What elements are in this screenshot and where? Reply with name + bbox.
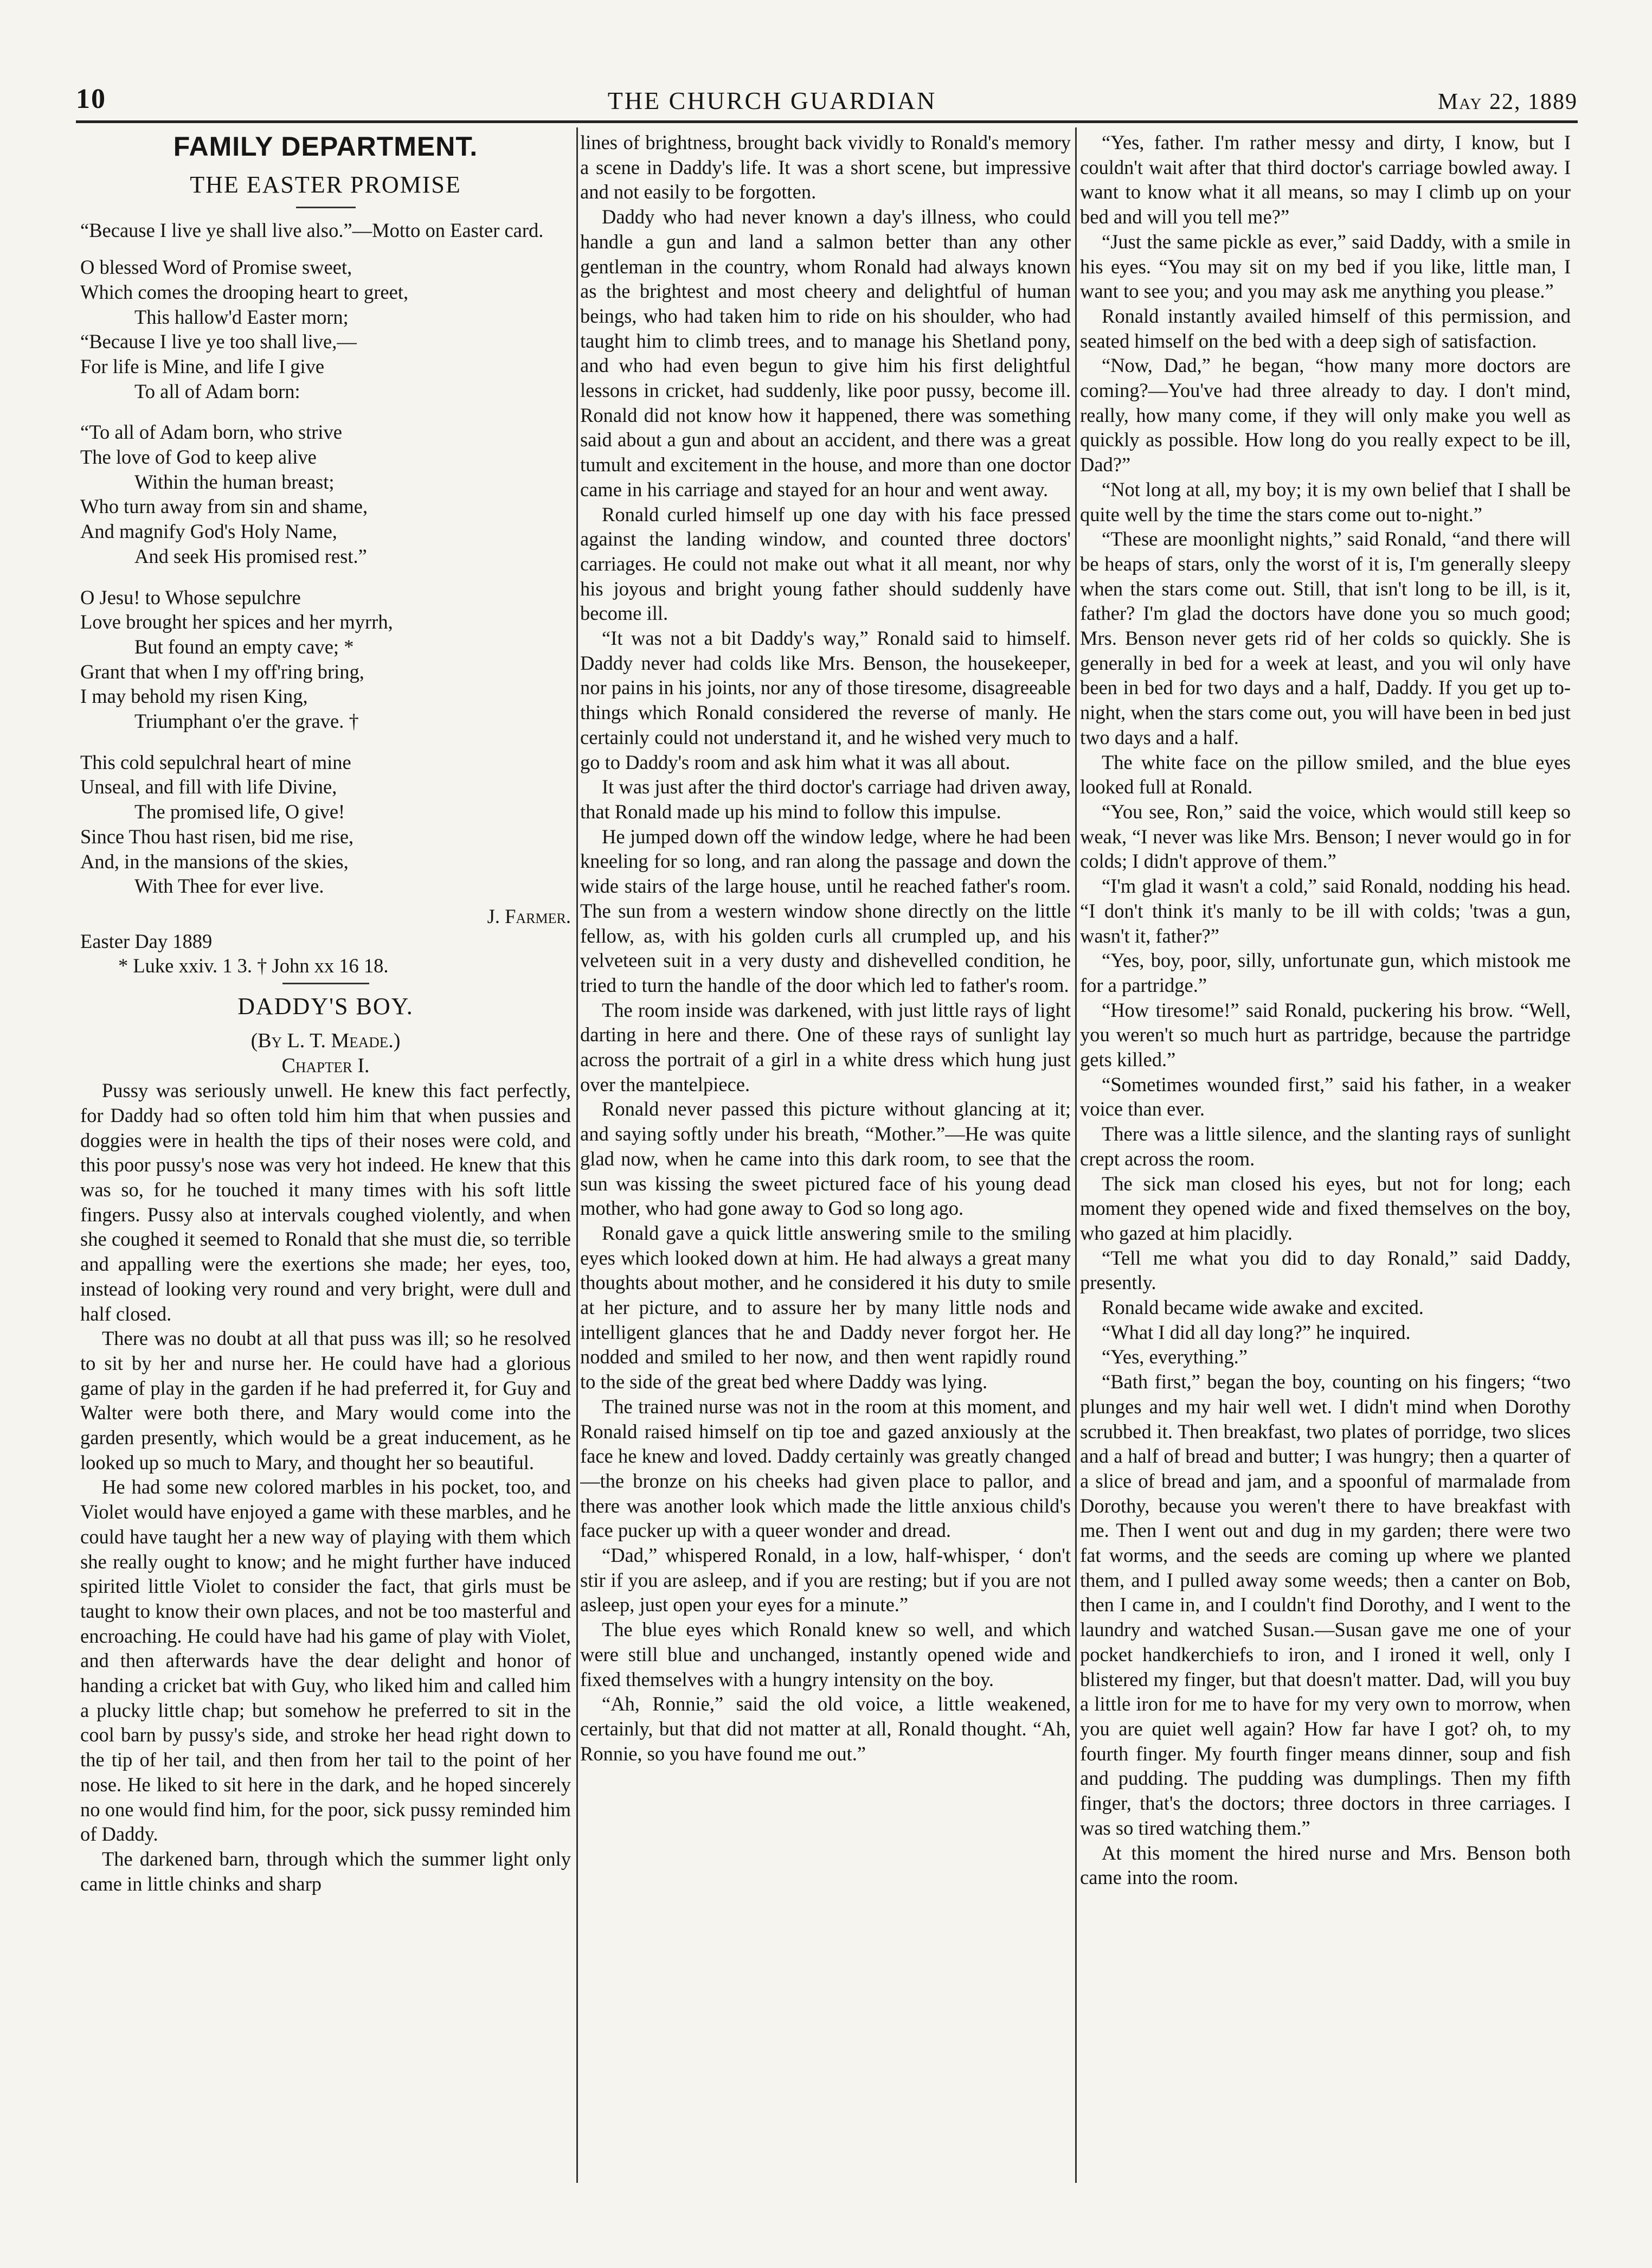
story-paragraph: The sick man closed his eyes, but not for long; each moment they opened wide and fixed themselves on the boy, who gazed at him placidly.: [1080, 1172, 1571, 1244]
poem-line: Which comes the drooping heart to greet,: [80, 280, 409, 303]
column-1: [80, 130, 571, 2207]
poem-dateline: Easter Day 1889: [80, 930, 213, 952]
story-paragraph: “I'm glad it wasn't a cold,” said Ronald, nodding his head. “I don't think it's manly to be ill with colds; 'twas a gun, wasn't it, father?”: [1080, 875, 1571, 947]
story-byline: (By L. T. Meade.): [250, 1029, 401, 1052]
story-paragraph: “Tell me what you did to day Ronald,” said Daddy, presently.: [1080, 1246, 1571, 1294]
story-paragraph: “Just the same pickle as ever,” said Daddy, with a smile in his eyes. “You may sit on my bed if you like, little man, I want to see you; and you may ask me anything you please.”: [1080, 230, 1571, 303]
story-paragraph: “What I did all day long?” he inquired.: [1102, 1321, 1411, 1343]
page-header: [76, 81, 1578, 115]
poem-line: The love of God to keep alive: [80, 446, 317, 469]
poem-line: Grant that when I my off'ring bring,: [80, 660, 364, 683]
story-paragraph: Pussy was seriously unwell. He knew this fact perfectly, for Daddy had so often told him him that when pussies and doggies were in health the tips of their noses were cold, and this poor pussy's nose was very hot indeed. He knew that this was so, for he touched it many times with his soft little fingers. Pussy also at intervals coughed violently, and when she coughed it seemed to Ronald that she must die, so terrible and appalling were the exertions she made; her eyes, too, instead of looking very round and very bright, were dull and half closed.: [80, 1079, 571, 1325]
masthead: THE CHURCH GUARDIAN: [607, 87, 937, 114]
poem-footnotes: * Luke xxiv. 1 3. † John xx 16 18.: [118, 954, 389, 977]
story-paragraph: “It was not a bit Daddy's way,” Ronald said to himself. Daddy never had colds like Mrs. Benson, the housekeeper, nor pains in his joints, nor any of those tiresome, disagreeable things which Ronald considered the reverse of manly. He certainly could not understand it, and he wished very much to go to Daddy's room and ask him what it was all about.: [580, 627, 1071, 773]
title-rule: [296, 207, 356, 208]
poem-motto: “Because I live ye shall live also.”—Motto on Easter card.: [80, 219, 544, 242]
poem-line: “Because I live ye too shall live,—: [80, 330, 357, 353]
poem-line: The promised life, O give!: [134, 800, 345, 823]
story-paragraph: “Now, Dad,” he began, “how many more doctors are coming?—You've had three already to day. I don't mind, really, how many come, if they will only make you well as quickly as possible. How long do you really expect to be ill, Dad?”: [1080, 354, 1571, 476]
poem-line: Triumphant o'er the grave. †: [134, 710, 359, 733]
page-number: 10: [76, 84, 106, 114]
poem-line: This hallow'd Easter morn;: [134, 305, 349, 328]
story-paragraph: It was just after the third doctor's carriage had driven away, that Ronald made up his mind to follow this impulse.: [580, 776, 1071, 823]
poem-line: This cold sepulchral heart of mine: [80, 751, 351, 773]
column-divider: [1075, 127, 1077, 2183]
story-paragraph: Ronald instantly availed himself of this permission, and seated himself on the bed with a deep sigh of satisfaction.: [1080, 304, 1571, 352]
poem-title: THE EASTER PROMISE: [190, 171, 461, 198]
story-paragraph: Ronald gave a quick little answering smile to the smiling eyes which looked down at him. He had always a great many thoughts about mother, and he considered it his duty to smile at her picture, and to assure her by many little nods and intelligent glances that he and Daddy never forgot her. He nodded and smiled to her now, and then went rapidly round to the side of the great bed where Daddy was lying.: [580, 1221, 1071, 1393]
story-paragraph: The white face on the pillow smiled, and the blue eyes looked full at Ronald.: [1080, 751, 1571, 798]
story-paragraph: He jumped down off the window ledge, where he had been kneeling for so long, and ran along the passage and down the wide stairs of the large house, until he reached father's room. The sun from a western window shone directly on the little fellow, as, with his golden curls all crumpled up, and his velveteen suit in a very dusty and dishevelled condition, he tried to turn the handle of the door which led to father's room.: [580, 825, 1071, 996]
story-paragraph: “Dad,” whispered Ronald, in a low, half-whisper, ‘ don't stir if you are asleep, and if you are resting; but if you are not asleep, just open your eyes for a minute.”: [580, 1544, 1071, 1616]
poem-stanza: [80, 420, 571, 568]
story-paragraph: “Yes, everything.”: [1102, 1346, 1248, 1368]
story-paragraph: “Bath first,” began the boy, counting on his fingers; “two plunges and my hair well wet. I didn't mind when Dorothy scrubbed it. Then breakfast, two plates of porridge, two slices and a half of bread and butter; I was hungry; then a quarter of a slice of bread and jam, and a spoonful of marmalade from Dorothy, because you weren't there to have breakfast with me. Then I went out and dug in my garden; there were two fat worms, and the seeds are coming up where we planted them, and I pulled away some weeds; then a canter on Bob, then I came in, and I couldn't find Dorothy, and I went to the laundry and watched Susan.—Susan gave me one of your pocket handkerchiefs to iron, and I ironed it well, only I blistered my finger, but that doesn't matter. Dad, will you buy a little iron for me to have for my very own to morrow, when you are quiet well again? How far have I got? oh, to my fourth finger. My fourth finger means dinner, soup and fish and pudding. The pudding was dumplings. Then my fifth finger, that's the doctors; three doctors in three carriages. I was so tired watching them.”: [1080, 1370, 1571, 1839]
poem-line: O Jesu! to Whose sepulchre: [80, 586, 301, 608]
story-paragraph: “Sometimes wounded first,” said his father, in a weaker voice than ever.: [1080, 1073, 1571, 1120]
poem-line: Since Thou hast risen, bid me rise,: [80, 825, 354, 848]
poem-line: And seek His promised rest.”: [134, 544, 367, 567]
story-paragraph: Ronald became wide awake and excited.: [1102, 1296, 1424, 1319]
poem-stanza: [80, 585, 571, 734]
story-paragraph: Ronald never passed this picture without glancing at it; and saying softly under his breath, “Mother.”—He was quite glad now, when he came into this dark room, to see that the sun was kissing the sweet pictured face of his young dead mother, who had gone away to God so long ago.: [580, 1098, 1071, 1220]
poem-line: O blessed Word of Promise sweet,: [80, 256, 352, 279]
poem-line: “To all of Adam born, who strive: [80, 421, 343, 444]
story-paragraph: He had some new colored marbles in his pocket, too, and Violet would have enjoyed a game with these marbles, and he could have taught her a new way of playing with them which she really ought to know; and he might further have induced spirited little Violet to consider the fact, that girls must be taught to know their own places, and not be too masterful and encroaching. He could have had his game of play with Violet, and then afterwards have the dear delight and honor of handing a cricket bat with Guy, who liked him and called him a plucky little chap; but somehow he preferred to sit in the cool barn by pussy's side, and stroke her head right down to the tip of her tail, and then from her tail to the point of her nose. He liked to sit here in the dark, and he hoped sincerely no one would find him, for the poor, sick pussy reminded him of Daddy.: [80, 1476, 571, 1846]
poem-line: Who turn away from sin and shame,: [80, 495, 368, 518]
column-2: [580, 130, 1071, 2207]
poem-signature: J. Farmer.: [487, 905, 571, 927]
poem-line: But found an empty cave; *: [134, 635, 354, 658]
story-paragraph: The room inside was darkened, with just little rays of light darting in here and there. One of these rays of sunlight lay across the portrait of a girl in a white dress which hung just over the mantelpiece.: [580, 998, 1071, 1095]
poem-line: And magnify God's Holy Name,: [80, 520, 337, 543]
story-paragraph: “You see, Ron,” said the voice, which would still keep so weak, “I never was like Mrs. Benson; I never would go in for colds; I didn't approve of them.”: [1080, 800, 1571, 873]
poem-stanza: [80, 750, 571, 899]
story-paragraph: “Yes, boy, poor, silly, unfortunate gun, which mistook me for a partridge.”: [1080, 949, 1571, 996]
story-title: DADDY'S BOY.: [237, 993, 414, 1020]
story-paragraph: There was no doubt at all that puss was ill; so he resolved to sit by her and nurse her. He could have had a glorious game of play in the garden if he had preferred it, for Guy and Walter were both there, and Mary would come into the garden presently, which would be a great inducement, as he looked up so much to Mary, and thought her so beautiful.: [80, 1327, 571, 1473]
story-paragraph: There was a little silence, and the slanting rays of sunlight crept across the room.: [1080, 1123, 1571, 1170]
poem-stanza: [80, 255, 571, 403]
section-rule: [282, 983, 369, 984]
story-paragraph: “How tiresome!” said Ronald, puckering his brow. “Well, you weren't so much hurt as partridge, because the partridge gets killed.”: [1080, 998, 1571, 1071]
story-paragraph: The darkened barn, through which the summer light only came in little chinks and sharp: [80, 1848, 571, 1895]
story-paragraph: At this moment the hired nurse and Mrs. Benson both came into the room.: [1080, 1841, 1571, 1889]
story-paragraph: The blue eyes which Ronald knew so well, and which were still blue and unchanged, instantly opened wide and fixed themselves with a hungry intensity on the boy.: [580, 1618, 1071, 1690]
poem-line: I may behold my risen King,: [80, 685, 308, 708]
poem-line: Within the human breast;: [134, 470, 335, 493]
story-paragraph: “Ah, Ronnie,” said the old voice, a little weakened, certainly, but that did not matter at all, Ronald thought. “Ah, Ronnie, so you have found me out.”: [580, 1693, 1071, 1765]
chapter-heading: Chapter I.: [281, 1054, 370, 1077]
poem-line: Unseal, and fill with life Divine,: [80, 776, 337, 798]
story-paragraph: “Yes, father. I'm rather messy and dirty, I know, but I couldn't wait after that third doctor's carriage bowled away. I want to know what it all means, so may I climb up on your bed and will you tell me?”: [1080, 131, 1571, 228]
poem-body: [80, 255, 571, 899]
story-paragraph: lines of brightness, brought back vividly to Ronald's memory a scene in Daddy's life. It was a short scene, but impressive and not easily to be forgotten.: [580, 131, 1071, 203]
poem-line: And, in the mansions of the skies,: [80, 850, 349, 873]
poem-line: Love brought her spices and her myrrh,: [80, 611, 393, 633]
story-paragraph: Ronald curled himself up one day with his face pressed against the landing window, and counted three doctors' carriages. He could not make out what it all meant, nor why his joyous and bright young father should suddenly have become ill.: [580, 503, 1071, 625]
issue-date: May 22, 1889: [1437, 89, 1578, 114]
poem-line: To all of Adam born:: [134, 380, 300, 402]
story-paragraph: Daddy who had never known a day's illness, who could handle a gun and land a salmon better than any other gentleman in the country, whom Ronald had always known as the brightest and most cheery and delightful of human beings, who had taken him to ride on his shoulder, who had taught him to climb trees, and to manage his Shetland pony, and who had even begun to give him his first delightful lessons in cricket, had suddenly, like poor pussy, become ill. Ronald did not know how it happened, there was something said about a gun and about an accident, and there was a great tumult and excitement in the house, and more than one doctor came in his carriage and stayed for an hour and went away.: [580, 206, 1071, 501]
column-divider: [576, 127, 578, 2183]
story-paragraph: “These are moonlight nights,” said Ronald, “and there will be heaps of stars, only the worst of it is, I'm generally sleepy when the stars come out. Still, that isn't long to be ill, is it, father? I'm glad the doctors have done you so much good; Mrs. Benson never gets rid of her colds so quickly. She is generally in bed for a week at least, and you wil only have been in bed for two days and a half, Daddy. If you get up to-night, when the stars come out, you will have been in bed just two days and a half.: [1080, 528, 1571, 748]
story-paragraph: The trained nurse was not in the room at this moment, and Ronald raised himself on tip toe and gazed anxiously at the face he knew and loved. Daddy certainly was greatly changed—the bronze on his cheeks had given place to pallor, and there was another look which made the little anxious child's face pucker up with a queer wonder and dread.: [580, 1395, 1071, 1542]
poem-line: For life is Mine, and life I give: [80, 355, 325, 377]
department-heading: FAMILY DEPARTMENT.: [173, 131, 478, 162]
header-rule: [76, 120, 1578, 123]
story-paragraph: “Not long at all, my boy; it is my own belief that I shall be quite well by the time the stars come out to-night.”: [1080, 478, 1571, 526]
poem-line: With Thee for ever live.: [134, 875, 324, 898]
column-3: [1080, 130, 1571, 2207]
